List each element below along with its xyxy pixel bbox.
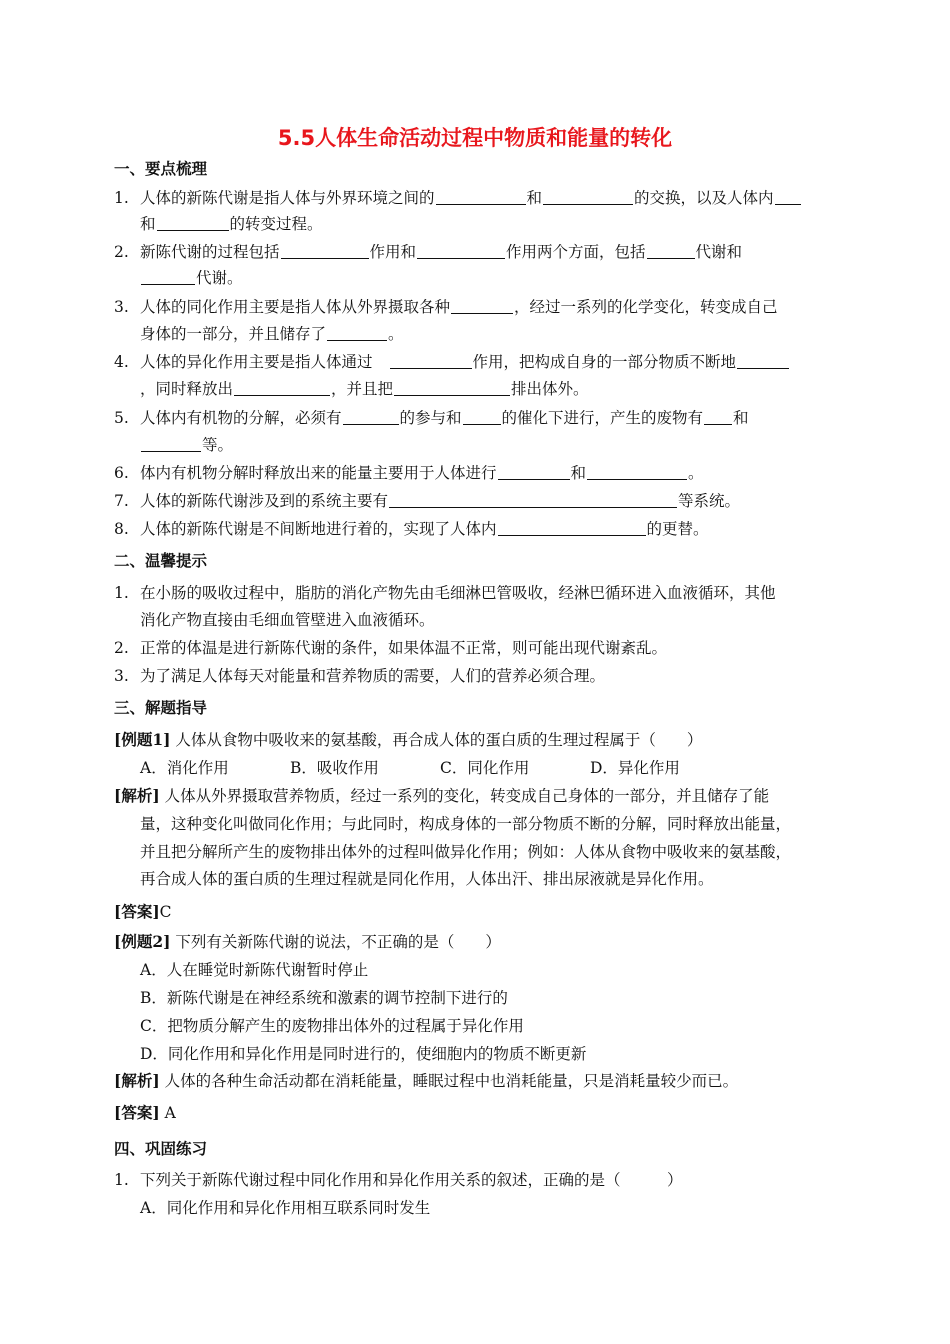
section-heading-practice: 四、巩固练习 — [114, 1140, 208, 1158]
item-number: 8. — [114, 520, 129, 538]
item-number: 3. — [114, 298, 129, 316]
analysis-line: [解析] 人体的各种生命活动都在消耗能量，睡眠过程中也消耗能量，只是消耗量较少而已。 — [114, 1071, 739, 1090]
answer-blank[interactable] — [234, 380, 330, 396]
section-heading-guidance: 三、解题指导 — [114, 699, 208, 717]
option[interactable]: C．同化作用 — [440, 759, 530, 777]
example-tag: [例题1] — [114, 730, 171, 749]
analysis-tag: [解析] — [114, 786, 160, 805]
list-item-line: 人体的同化作用主要是指人体从外界摄取各种 ，经过一系列的化学变化，转变成自己 — [140, 298, 778, 316]
item-number: 2. — [114, 639, 129, 657]
answer-blank[interactable] — [327, 325, 387, 341]
tip-line: 在小肠的吸收过程中，脂肪的消化产物先由毛细淋巴管吸收，经淋巴循环进入血液循环，其他 — [140, 584, 776, 602]
answer-blank[interactable] — [157, 215, 229, 231]
answer-blank[interactable] — [141, 436, 201, 452]
answer-blank[interactable] — [394, 380, 510, 396]
answer-blank[interactable] — [498, 464, 570, 480]
example-2-question: [例题2] 下列有关新陈代谢的说法，不正确的是（ ） — [114, 932, 501, 951]
answer-tag: [答案] — [114, 1103, 160, 1122]
document-title: 5.5人体生命活动过程中物质和能量的转化 — [277, 126, 673, 150]
answer-tag: [答案] — [114, 902, 160, 921]
analysis-tag: [解析] — [114, 1071, 160, 1090]
list-item-line: 身体的一部分，并且储存了 。 — [140, 325, 404, 343]
option[interactable]: D．异化作用 — [590, 759, 680, 777]
item-number: 5. — [114, 409, 129, 427]
list-item-line: 人体内有机物的分解，必须有 的参与和 的催化下进行，产生的废物有 和 — [140, 409, 749, 427]
list-item-line: 人体的新陈代谢是指人体与外界环境之间的 和 的交换，以及人体内 — [140, 188, 802, 208]
option[interactable]: A．人在睡觉时新陈代谢暂时停止 — [140, 961, 369, 979]
analysis-line: 量，这种变化叫做同化作用；与此同时，构成身体的一部分物质不断的分解，同时释放出能量， — [140, 815, 792, 833]
answer-blank[interactable] — [451, 298, 513, 314]
answer-blank[interactable] — [587, 464, 687, 480]
analysis-line: 并且把分解所产生的废物排出体外的过程叫做异化作用；例如：人体从食物中吸收来的氨基酸， — [140, 843, 792, 861]
list-item-line: 新陈代谢的过程包括 作用和 作用两个方面，包括 代谢和 — [140, 243, 743, 261]
answer-value: A — [164, 1104, 176, 1122]
answer-blank[interactable] — [436, 189, 526, 205]
option[interactable]: B．新陈代谢是在神经系统和激素的调节控制下进行的 — [140, 989, 508, 1007]
example-1-options — [140, 758, 680, 778]
answer-blank[interactable] — [463, 409, 501, 425]
option[interactable]: A．同化作用和异化作用相互联系同时发生 — [140, 1199, 431, 1217]
item-number: 3. — [114, 667, 129, 685]
example-tag: [例题2] — [114, 932, 171, 951]
tip-line: 为了满足人体每天对能量和营养物质的需要，人们的营养必须合理。 — [140, 667, 606, 685]
answer-blank[interactable] — [343, 409, 399, 425]
option[interactable]: D．同化作用和异化作用是同时进行的，使细胞内的物质不断更新 — [140, 1045, 587, 1063]
answer-line — [114, 1103, 176, 1123]
option[interactable]: C．把物质分解产生的废物排出体外的过程属于异化作用 — [140, 1017, 524, 1035]
item-number: 1. — [114, 584, 129, 602]
practice-question: 下列关于新陈代谢过程中同化作用和异化作用关系的叙述，正确的是（ ） — [140, 1171, 683, 1189]
list-item-line: 人体的新陈代谢是不间断地进行着的，实现了人体内 的更替。 — [140, 520, 709, 538]
analysis-line: 再合成人体的蛋白质的生理过程就是同化作用，人体出汗、排出尿液就是异化作用。 — [140, 870, 714, 888]
answer-blank[interactable] — [417, 243, 505, 259]
answer-blank[interactable] — [498, 520, 646, 536]
option[interactable]: A．消化作用 — [140, 759, 229, 777]
tip-line: 正常的体温是进行新陈代谢的条件，如果体温不正常，则可能出现代谢紊乱。 — [140, 639, 668, 657]
item-number: 1. — [114, 189, 129, 207]
answer-blank[interactable] — [389, 492, 677, 508]
item-number: 6. — [114, 464, 129, 482]
item-number: 1. — [114, 1171, 129, 1189]
answer-blank[interactable] — [775, 189, 801, 205]
answer-blank[interactable] — [281, 243, 369, 259]
item-number: 2. — [114, 243, 129, 261]
option[interactable]: B．吸收作用 — [290, 759, 379, 777]
answer-line — [114, 902, 172, 922]
answer-blank[interactable] — [543, 189, 633, 205]
answer-blank[interactable] — [390, 353, 472, 369]
list-item-line: 等。 — [140, 435, 233, 455]
list-item-line: 代谢。 — [140, 268, 243, 288]
answer-blank[interactable] — [737, 353, 789, 369]
list-item-line: 和 的转变过程。 — [140, 215, 323, 233]
answer-blank[interactable] — [647, 243, 695, 259]
section-heading-key-points: 一、要点梳理 — [114, 160, 208, 178]
item-number: 4. — [114, 353, 129, 371]
tip-line: 消化产物直接由毛细血管壁进入血液循环。 — [140, 611, 435, 629]
answer-value: C — [159, 903, 172, 921]
answer-blank[interactable] — [141, 269, 195, 285]
answer-blank[interactable] — [704, 409, 732, 425]
list-item-line: ，同时释放出 ，并且把 排出体外。 — [140, 380, 589, 398]
section-heading-tips: 二、温馨提示 — [114, 552, 208, 570]
item-number: 7. — [114, 492, 129, 510]
list-item-line: 人体的新陈代谢涉及到的系统主要有 等系统。 — [140, 492, 741, 510]
analysis-line: [解析] 人体从外界摄取营养物质，经过一系列的变化，转变成自己身体的一部分，并且储存了能 — [114, 786, 770, 805]
list-item-line: 人体的异化作用主要是指人体通过 作用，把构成自身的一部分物质不断地 — [140, 352, 790, 372]
example-1-question: [例题1] 人体从食物中吸收来的氨基酸，再合成人体的蛋白质的生理过程属于（ ） — [114, 730, 703, 749]
list-item-line: 体内有机物分解时释放出来的能量主要用于人体进行 和 。 — [140, 464, 704, 482]
